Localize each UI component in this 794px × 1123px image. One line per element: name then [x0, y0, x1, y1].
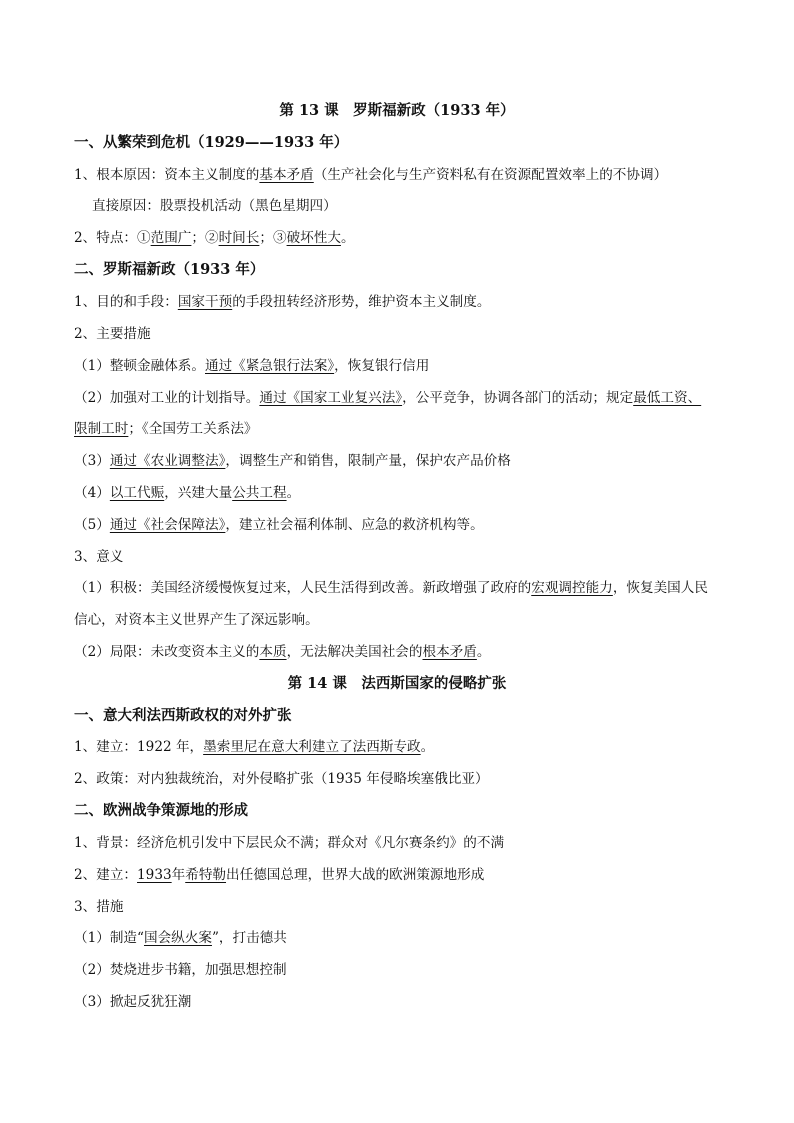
- text: 出任德国总理，世界大战的欧洲策源地形成: [226, 867, 485, 883]
- text: ，调整生产和销售，限制产量，保护农产品价格: [225, 453, 511, 469]
- text: 1、根本原因：资本主义制度的: [74, 167, 260, 183]
- key-term: 通过《社会保障法》: [109, 517, 226, 533]
- section-heading-europe-war-source: 二、欧洲战争策源地的形成: [74, 802, 248, 819]
- text: ”，打击德共: [211, 930, 287, 946]
- text: （1）制造“: [74, 930, 144, 946]
- lesson-13-title: 第 13 课 罗斯福新政（1933 年）: [279, 102, 515, 119]
- key-term: 最低工资、: [633, 390, 702, 406]
- germany-measure-2: （2）焚烧进步书籍，加强思想控制: [74, 962, 287, 978]
- direct-cause-line: 直接原因：股票投机活动（黑色星期四）: [92, 198, 337, 214]
- germany-measure-3: （3）掀起反犹狂潮: [74, 994, 192, 1010]
- text: 。: [476, 644, 491, 660]
- text: 。: [420, 739, 435, 755]
- significance-heading: 3、意义: [74, 549, 124, 565]
- text: （3）: [74, 453, 110, 469]
- key-term: 通过《国家工业复兴法》: [259, 390, 403, 406]
- key-term: 基本矛盾: [259, 167, 314, 183]
- key-term: 以工代赈: [109, 485, 165, 501]
- text: 年: [171, 867, 186, 883]
- text: 1、目的和手段：: [74, 294, 178, 310]
- text: 。: [340, 230, 355, 246]
- features-line: [74, 228, 355, 248]
- key-term: 国家干预: [177, 294, 233, 310]
- text: （生产社会化与生产资料私有在资源配置效率上的不协调）: [313, 167, 668, 183]
- key-term: 根本矛盾: [422, 644, 477, 660]
- key-term: 通过《紧急银行法案》: [205, 358, 335, 374]
- key-term: 公共工程: [232, 485, 287, 501]
- text: （4）: [74, 485, 110, 501]
- section-heading-italy: 一、意大利法西斯政权的对外扩张: [74, 707, 292, 724]
- text: ，无法解决美国社会的: [286, 644, 423, 660]
- key-term: 本质: [259, 644, 287, 660]
- text: （2）加强对工业的计划指导。: [74, 390, 260, 406]
- measure-2: [74, 388, 701, 408]
- section-heading-new-deal: 二、罗斯福新政（1933 年）: [74, 261, 265, 278]
- germany-background: 1、背景：经济危机引发中下层民众不满；群众对《凡尔赛条约》的不满: [74, 835, 505, 851]
- key-term: 限制工时: [74, 421, 129, 437]
- germany-measure-1: [74, 928, 287, 948]
- key-term: 希特勒: [185, 867, 227, 883]
- text: 2、建立：: [74, 867, 138, 883]
- goal-line: [74, 292, 490, 312]
- key-term: 通过《农业调整法》: [109, 453, 226, 469]
- measure-1: [74, 356, 429, 376]
- key-term: 宏观调控能力: [531, 580, 613, 596]
- key-term: 国会纵火案: [143, 930, 212, 946]
- italy-establish: [74, 737, 434, 757]
- text: ，恢复银行信用: [334, 358, 430, 374]
- key-term: 墨索里尼在意大利建立了法西斯专政: [203, 739, 421, 755]
- text: 2、特点：①: [74, 230, 151, 246]
- text: ，建立社会福利体制、应急的救济机构等。: [225, 517, 484, 533]
- measures-heading: 2、主要措施: [74, 326, 151, 342]
- significance-positive: [74, 578, 708, 598]
- lesson-14-title: 第 14 课 法西斯国家的侵略扩张: [287, 675, 507, 692]
- text: ；②: [191, 230, 219, 246]
- text: ，公平竞争，协调各部门的活动；规定: [402, 390, 634, 406]
- significance-limitation: [74, 642, 490, 662]
- measure-3: [74, 451, 511, 471]
- root-cause-line: [74, 165, 667, 185]
- germany-measures-heading: 3、措施: [74, 899, 124, 915]
- text: ；③: [259, 230, 287, 246]
- section-heading-prosperity-to-crisis: 一、从繁荣到危机（1929——1933 年）: [74, 134, 349, 151]
- key-term: 破坏性大: [286, 230, 341, 246]
- text: 的手段扭转经济形势，维护资本主义制度。: [232, 294, 491, 310]
- measure-4: [74, 483, 300, 503]
- text: （1）整顿金融体系。: [74, 358, 205, 374]
- text: （1）积极：美国经济缓慢恢复过来，人民生活得到改善。新政增强了政府的: [74, 580, 532, 596]
- text: ，兴建大量: [164, 485, 233, 501]
- text: （2）局限：未改变资本主义的: [74, 644, 260, 660]
- germany-establish: [74, 865, 484, 885]
- measure-5: [74, 515, 484, 535]
- italy-policy: 2、政策：对内独裁统治，对外侵略扩张（1935 年侵略埃塞俄比亚）: [74, 771, 489, 787]
- text: （5）: [74, 517, 110, 533]
- key-term: 1933: [137, 867, 172, 883]
- key-term: 时间长: [218, 230, 260, 246]
- text: ；《全国劳工关系法》: [128, 421, 258, 437]
- text: 。: [286, 485, 301, 501]
- measure-2-continued: [74, 419, 258, 439]
- key-term: 范围广: [150, 230, 192, 246]
- text: ，恢复美国人民: [612, 580, 708, 596]
- text: 1、建立：1922 年，: [74, 739, 204, 755]
- significance-positive-continued: 信心，对资本主义世界产生了深远影响。: [74, 612, 319, 628]
